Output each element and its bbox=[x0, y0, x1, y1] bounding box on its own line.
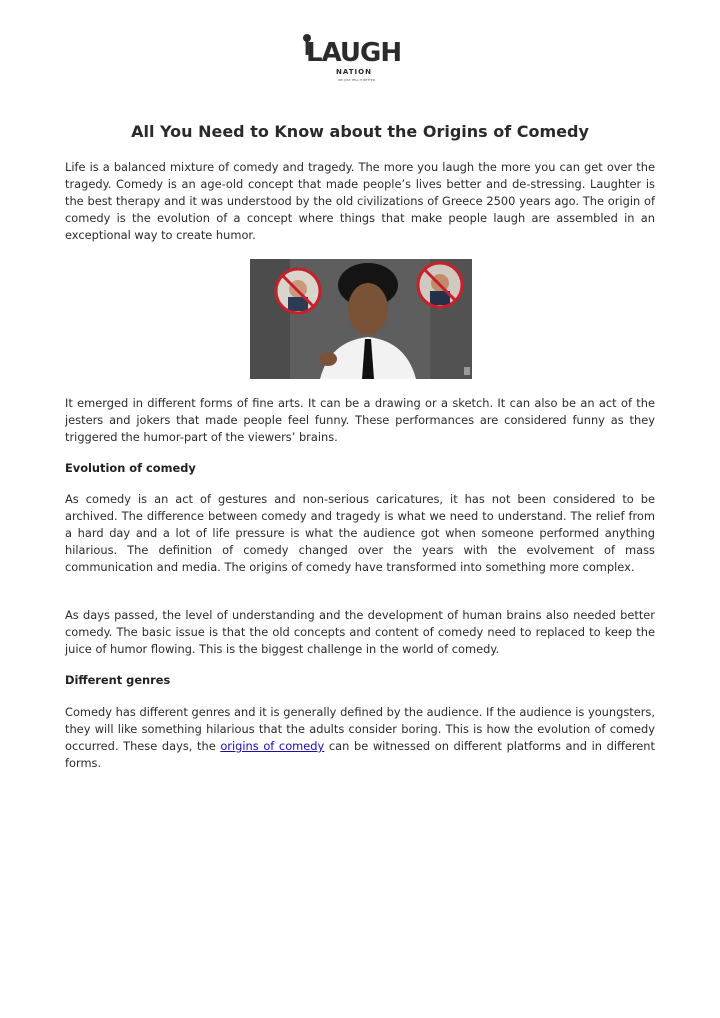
comedian-video-still bbox=[250, 259, 472, 379]
logo-text-nation: NATION bbox=[336, 68, 372, 76]
logo-tagline: WE JUST TELL IT BETTER bbox=[338, 78, 375, 82]
heading-genres: Different genres bbox=[65, 673, 171, 687]
paragraph-evolution: As comedy is an act of gestures and non-serious caricatures, it has not been considered to be archived. The difference between comedy and tragedy is what we need to understand. The relief from a hard day and a lot of life pressure is what the audience got when someone performed anything hilarious. The definition of comedy changed over the years with the evolvement of mass communication and media. The origins of comedy have transformed into something more complex. bbox=[65, 492, 655, 574]
article-title: All You Need to Know about the Origins of Comedy bbox=[131, 122, 589, 141]
genres-text-after: can be witnessed on different platforms and in different forms. bbox=[65, 739, 655, 770]
paragraph-days-passed: As days passed, the level of understanding and the development of human brains also needed better comedy. The basic issue is that the old concepts and content of comedy need to replaced to keep the juice of humor flowing. This is the biggest challenge in the world of comedy. bbox=[65, 608, 655, 656]
genres-text-before: Comedy has different genres and it is generally defined by the audience. If the audience is youngsters, they will like something hilarious that the adults consider boring. This is how the evolution of comedy occurred. These days, the bbox=[65, 705, 655, 753]
paragraph-genres bbox=[65, 704, 655, 772]
laugh-nation-logo bbox=[300, 32, 402, 90]
origins-of-comedy-link[interactable]: origins of comedy bbox=[220, 739, 325, 753]
logo-text-laugh: LAUGH bbox=[306, 38, 402, 68]
intro-paragraph: Life is a balanced mixture of comedy and tragedy. The more you laugh the more you can get over the tragedy. Comedy is an age-old concept that made people’s lives better and de-stressing. Laughter is the best therapy and it was understood by the old civilizations of Greece 2500 years ago. The origin of comedy is the evolution of a concept where things that make people laugh are assembled in an exceptional way to create humor. bbox=[65, 160, 655, 242]
comedian-illustration bbox=[250, 259, 472, 379]
paragraph-fine-arts: It emerged in different forms of fine arts. It can be a drawing or a sketch. It can also be an act of the jesters and jokers that made people feel funny. These performances are considered funny as they triggered the humor-part of the viewers’ brains. bbox=[65, 396, 655, 444]
heading-evolution: Evolution of comedy bbox=[65, 461, 196, 475]
